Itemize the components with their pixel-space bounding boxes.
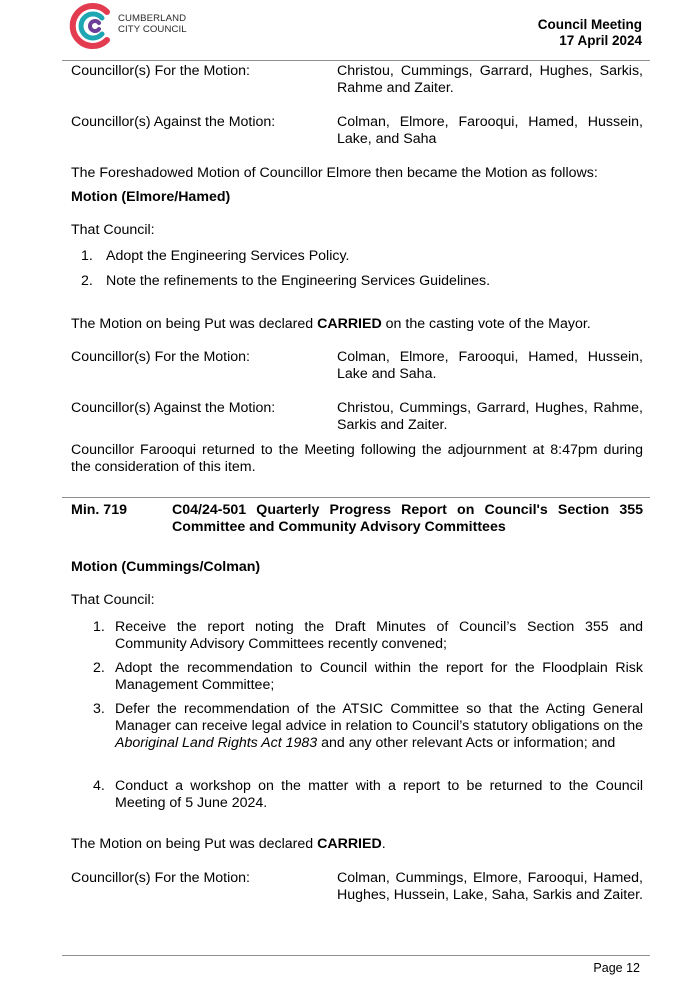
attendance-note: Councillor Farooqui returned to the Meeting following the adjournment at 8:47pm during the consideration of this item. (71, 442, 643, 475)
list-item-text-part: and any other relevant Acts or information; and (317, 735, 616, 751)
vote-against-label: Councillor(s) Against the Motion: (71, 400, 276, 416)
vote-for-label: Councillor(s) For the Motion: (71, 63, 250, 79)
act-title: Aboriginal Land Rights Act 1983 (115, 735, 318, 751)
vote-for-value: Colman, Cummings, Elmore, Farooqui, Hamed, Hughes, Hussein, Lake, Saha, Sarkis and Zaiter. (337, 870, 643, 903)
result-carried: CARRIED (317, 836, 382, 852)
minute-number: Min. 719 (71, 502, 127, 518)
page-number: Page 12 (593, 961, 640, 975)
minute-title: C04/24-501 Quarterly Progress Report on Council's Section 355 Committee and Community Advisory Committees (172, 502, 643, 535)
list-item-text: Conduct a workshop on the matter with a report to be returned to the Council Meeting of 5 June 2024. (115, 778, 643, 811)
list-item-text (115, 701, 643, 752)
motion-intro: That Council: (71, 222, 155, 238)
result-suffix: . (381, 836, 386, 852)
list-item-number: 4. (93, 778, 105, 794)
list-item-number: 1. (93, 619, 105, 635)
motion-intro: That Council: (71, 592, 155, 608)
result-carried: CARRIED (317, 316, 382, 332)
motion-result (71, 316, 643, 333)
vote-for-label: Councillor(s) For the Motion: (71, 349, 250, 365)
header-divider (62, 60, 650, 61)
motion-result (71, 836, 643, 853)
vote-against-label: Councillor(s) Against the Motion: (71, 114, 276, 130)
result-suffix: on the casting vote of the Mayor. (381, 316, 591, 332)
logo-line-1: CUMBERLAND (118, 13, 187, 24)
list-item-number: 2. (81, 273, 93, 289)
motion-heading: Motion (Cummings/Colman) (71, 559, 261, 575)
list-item-number: 3. (93, 701, 105, 717)
list-item-text: Adopt the Engineering Services Policy. (106, 248, 350, 264)
vote-for-label: Councillor(s) For the Motion: (71, 870, 250, 886)
result-prefix: The Motion on being Put was declared (71, 836, 318, 852)
result-prefix: The Motion on being Put was declared (71, 316, 318, 332)
list-item-number: 2. (93, 660, 105, 676)
council-logo-mark-icon (66, 0, 118, 52)
vote-for-value: Christou, Cummings, Garrard, Hughes, Sarkis, Rahme and Zaiter. (337, 63, 643, 96)
list-item-text: Adopt the recommendation to Council within the report for the Floodplain Risk Management Committee; (115, 660, 643, 693)
meeting-header (538, 17, 642, 49)
minute-divider (62, 497, 650, 498)
council-logo (66, 0, 196, 52)
list-item-text: Note the refinements to the Engineering Services Guidelines. (106, 273, 491, 289)
vote-against-value: Christou, Cummings, Garrard, Hughes, Rahme, Sarkis and Zaiter. (337, 400, 643, 433)
list-item-text: Receive the report noting the Draft Minutes of Council’s Section 355 and Community Advisory Committees recently convened; (115, 619, 643, 652)
list-item-number: 1. (81, 248, 93, 264)
foreshadow-text: The Foreshadowed Motion of Councillor Elmore then became the Motion as follows: (71, 165, 598, 181)
meeting-date: 17 April 2024 (559, 33, 642, 48)
logo-line-2: CITY COUNCIL (118, 24, 187, 35)
logo-wordmark (118, 13, 187, 35)
motion-heading: Motion (Elmore/Hamed) (71, 189, 231, 205)
list-item-text-part: Defer the recommendation of the ATSIC Committee so that the Acting General Manager can receive legal advice in relation to Council’s statutory obligations on the (115, 701, 643, 734)
meeting-name: Council Meeting (537, 17, 642, 32)
vote-against-value: Colman, Elmore, Farooqui, Hamed, Hussein, Lake, and Saha (337, 114, 643, 147)
vote-for-value: Colman, Elmore, Farooqui, Hamed, Hussein, Lake and Saha. (337, 349, 643, 382)
footer-divider (62, 955, 650, 956)
